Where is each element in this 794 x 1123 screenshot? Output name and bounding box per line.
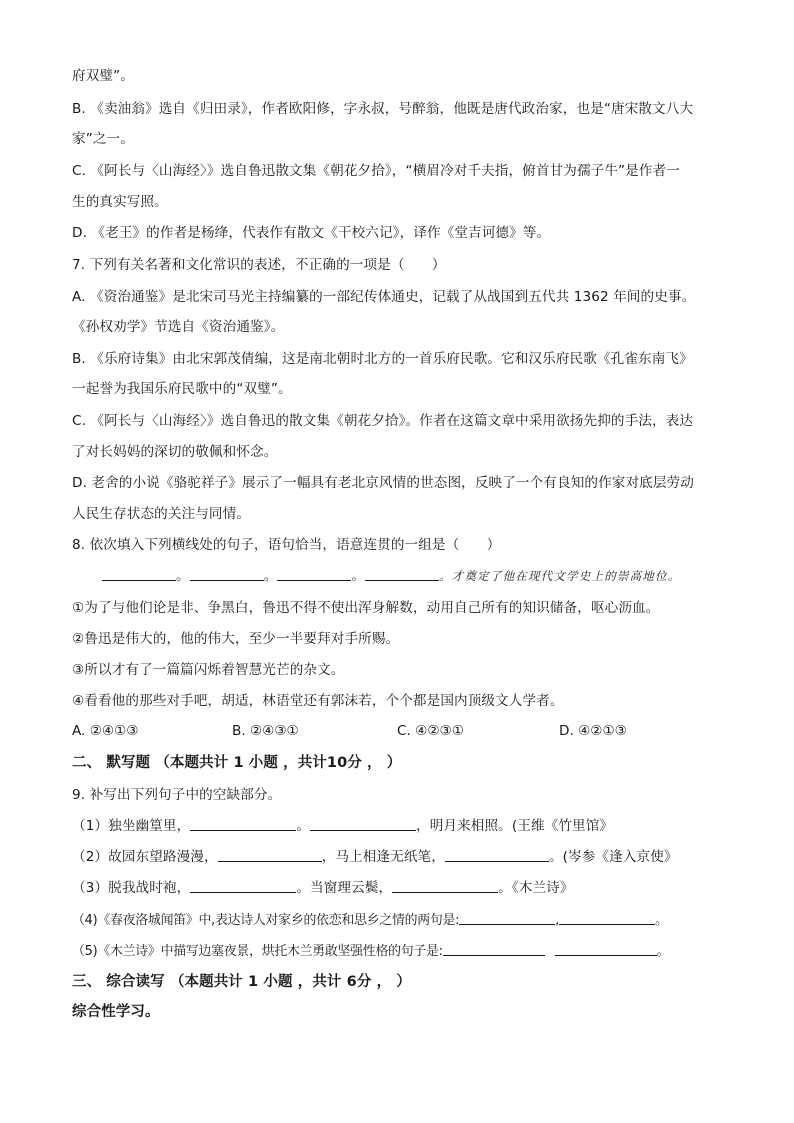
q9-item-5 (72, 942, 669, 961)
q7-option-a-line2: 《孙权劝学》节选自《资治通鉴》。 (72, 319, 285, 335)
sentence-1: ①为了与他们论是非、争黑白，鲁迅不得不使出浑身解数，动用自己所有的知识储备，呕心沥血。 (72, 600, 660, 616)
sentence-2: ②鲁迅是伟大的，他的伟大，至少一半要拜对手所赐。 (72, 631, 400, 647)
question-9: 9. 补写出下列句子中的空缺部分。 (72, 787, 282, 803)
q9-item-2 (72, 848, 678, 866)
q8-option-b[interactable]: B. ②④③① (232, 723, 299, 739)
item-text: （1）独坐幽篁里， (72, 818, 191, 834)
item-text: ，明月来相照。(王维《竹里馆》 (416, 818, 614, 834)
q8-option-d[interactable]: D. ④②①③ (559, 723, 627, 739)
item-text: （5)《木兰诗》中描写边塞夜景，烘托木兰勇敢坚强性格的句子是: (72, 944, 443, 959)
option-d-line: D. 《老王》的作者是杨绛，代表作有散文《干校六记》，译作《堂吉诃德》等。 (72, 225, 551, 241)
blank-input[interactable] (555, 942, 657, 956)
blank-separator: 。 (176, 568, 190, 584)
blank-1[interactable] (102, 567, 176, 581)
blank-input[interactable] (445, 848, 549, 862)
q8-option-a[interactable]: A. ②④①③ (72, 723, 139, 739)
q8-suffix: 。才奠定了他在现代文学史上的崇高地位。 (439, 569, 681, 583)
blank-input[interactable] (190, 879, 296, 893)
q7-option-d-line1: D. 老舍的小说《骆驼祥子》展示了一幅具有老北京风情的世态图，反映了一个有良知的作家对底层劳动 (72, 475, 694, 491)
q9-item-1 (72, 817, 613, 835)
option-b-line2: 家”之一。 (72, 131, 134, 147)
blank-3[interactable] (277, 567, 351, 581)
item-text: , (555, 913, 560, 928)
q7-option-b-line1: B. 《乐府诗集》由北宋郭茂倩编，这是南北朝时北方的一首乐府民歌。它和汉乐府民歌《孔雀东南飞》 (72, 351, 693, 367)
q7-option-a-line1: A. 《资治通鉴》是北宋司马光主持编纂的一部纪传体通史，记载了从战国到五代共 1362 年间的史事。 (72, 289, 696, 305)
option-c-line1: C. 《阿长与〈山海经〉》选自鲁迅散文集《朝花夕拾》，“横眉冷对千夫指，俯首甘为孺子牛”是作者一 (72, 163, 680, 179)
item-text: （2）故园东望路漫漫， (72, 849, 218, 865)
blank-input[interactable] (559, 911, 655, 925)
item-text: 。 (655, 913, 668, 928)
section-3-subtitle: 综合性学习。 (72, 1004, 160, 1020)
blank-input[interactable] (459, 911, 555, 925)
blank-separator: 。 (263, 568, 278, 584)
blank-separator: 。 (351, 568, 366, 584)
option-b-line1: B. 《卖油翁》选自《归田录》，作者欧阳修，字永叔，号醉翁，他既是唐代政治家，也是“唐宋散文八大 (72, 101, 694, 117)
section-3-title: 三、 综合读写 （本题共计 1 小题 ，共计 6分 ， ） (72, 974, 411, 990)
q8-blanks-line (102, 567, 680, 585)
blank-4[interactable] (365, 567, 439, 581)
text-line: 府双璧”。 (72, 68, 134, 84)
q9-item-3 (72, 879, 574, 897)
blank-input[interactable] (392, 879, 498, 893)
item-text: （3）脱我战时袍， (72, 880, 191, 896)
blank-input[interactable] (218, 848, 322, 862)
q7-option-c-line2: 了对长妈妈的深切的敬佩和怀念。 (72, 444, 278, 460)
blank-input[interactable] (443, 942, 545, 956)
item-text: （4)《春夜洛城闻笛》中,表达诗人对家乡的依恋和思乡之情的两句是: (72, 913, 460, 928)
q9-item-4 (72, 911, 668, 930)
item-text: 。(岑参《逢入京使》 (548, 849, 678, 865)
item-text: 。 (296, 818, 311, 834)
q7-option-d-line2: 人民生存状态的关注与同情。 (72, 506, 251, 522)
q8-option-c[interactable]: C. ④②③① (397, 723, 464, 739)
item-text: 。《木兰诗》 (498, 880, 574, 896)
question-8: 8. 依次填入下列横线处的句子，语句恰当，语意连贯的一组是（ ） (72, 537, 501, 553)
blank-input[interactable] (310, 817, 416, 831)
item-text: ，马上相逢无纸笔， (321, 849, 445, 865)
question-7: 7. 下列有关名著和文化常识的表述，不正确的一项是（ ） (72, 257, 446, 273)
option-c-line2: 生的真实写照。 (72, 194, 168, 210)
item-text: 。 (656, 944, 670, 959)
q7-option-c-line1: C. 《阿长与〈山海经〉》选自鲁迅的散文集《朝花夕拾》。作者在这篇文章中采用欲扬先抑的手法，表达 (72, 413, 694, 429)
sentence-3: ③所以才有了一篇篇闪烁着智慧光芒的杂文。 (72, 662, 345, 678)
q7-option-b-line2: 一起誉为我国乐府民歌中的“双璧”。 (72, 381, 292, 397)
sentence-4: ④看看他的那些对手吧，胡适，林语堂还有郭沫若，个个都是国内顶级文人学者。 (72, 693, 564, 709)
blank-2[interactable] (190, 567, 264, 581)
item-text: 。当窗理云鬓， (296, 880, 393, 896)
blank-input[interactable] (190, 817, 296, 831)
section-2-title: 二、 默写题 （本题共计 1 小题 ，共计10分 ， ） (72, 755, 402, 771)
